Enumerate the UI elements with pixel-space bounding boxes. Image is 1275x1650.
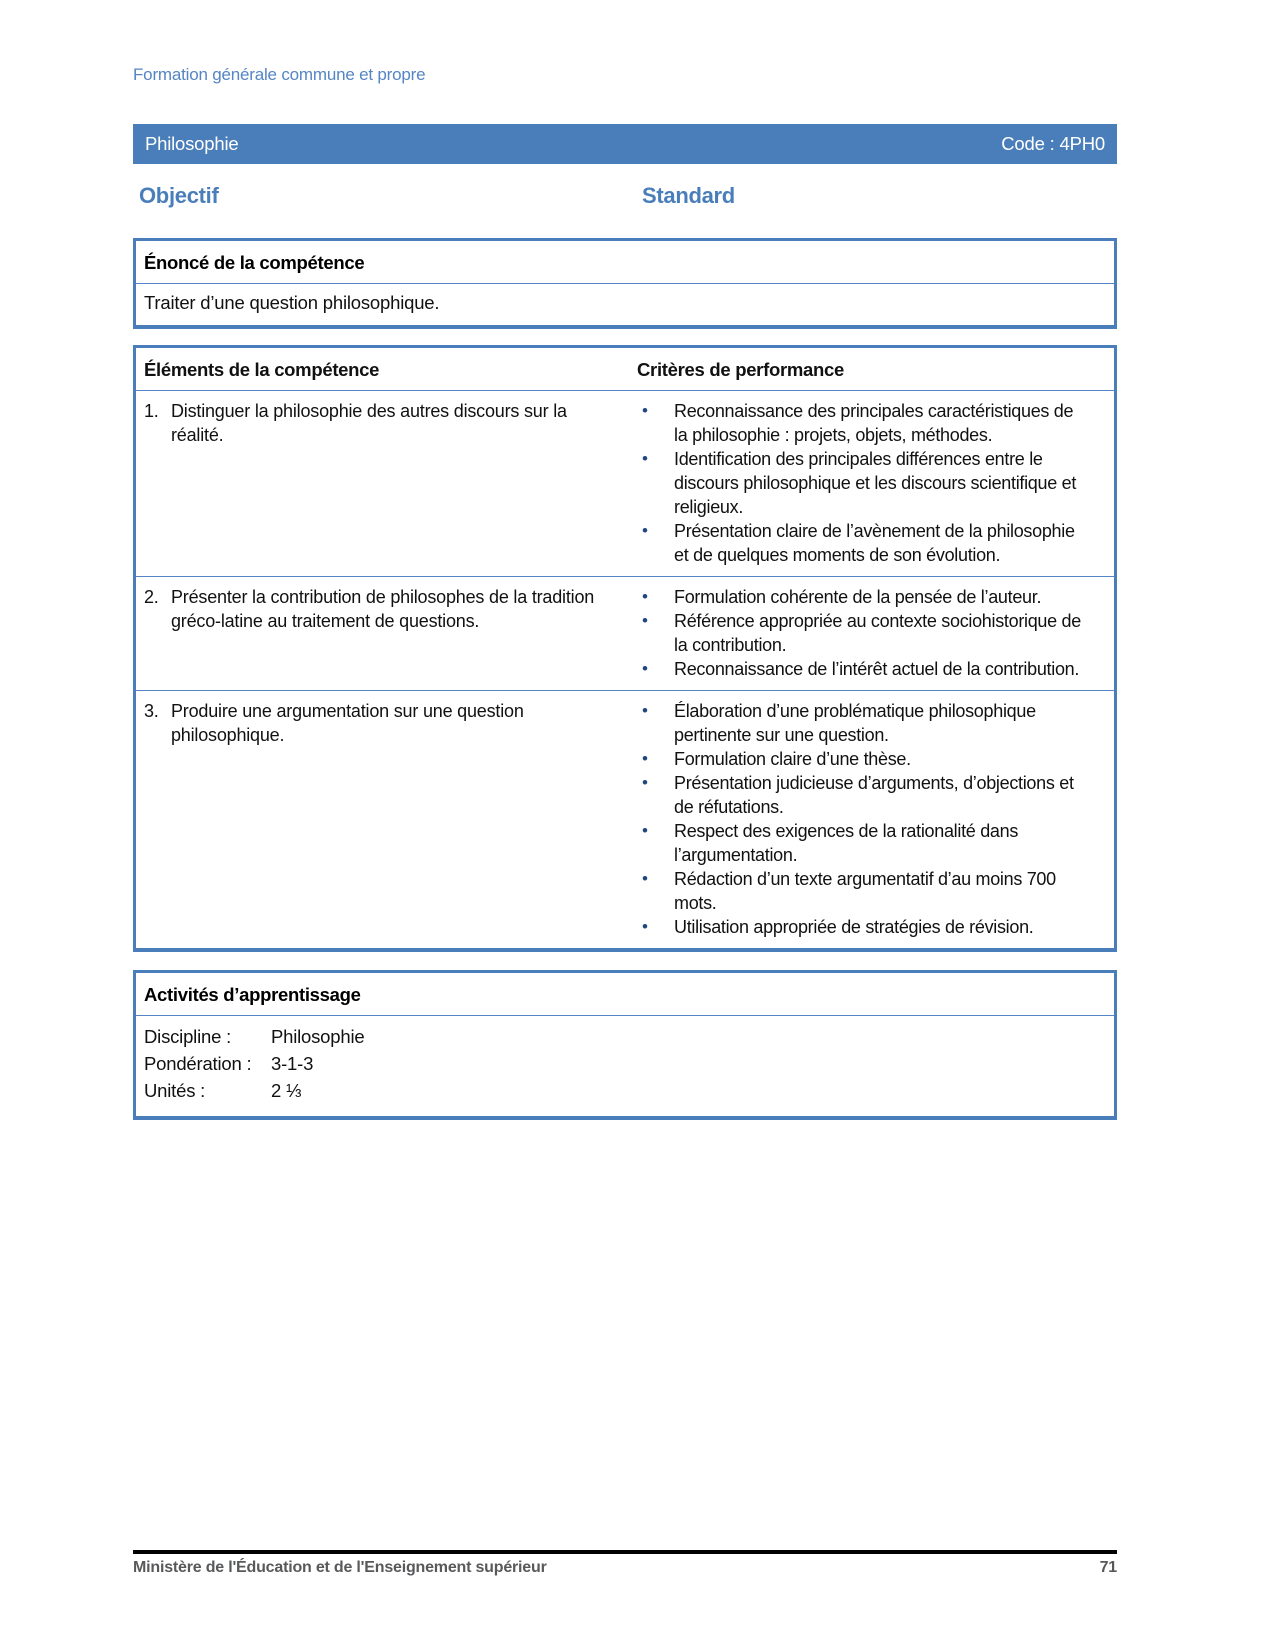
criterion-text: Rédaction d’un texte argumentatif d’au moins 700 mots. [674, 869, 1056, 913]
ponderation-label: Pondération : [144, 1053, 252, 1074]
criterion-text: Formulation claire d’une thèse. [674, 749, 911, 769]
element-number: 3. [144, 701, 159, 721]
bullet-icon: • [642, 587, 648, 606]
bullet-icon: • [642, 917, 648, 936]
discipline-value: Philosophie [271, 1026, 365, 1047]
element-number: 1. [144, 401, 159, 421]
bullet-icon: • [642, 749, 648, 768]
section-headings-row [133, 183, 1117, 213]
course-code: Code : 4PH0 [1001, 133, 1105, 154]
running-head-label: Formation générale commune et propre [133, 65, 426, 84]
criterion-item [637, 867, 1109, 915]
bullet-icon: • [642, 401, 648, 420]
table-row [136, 576, 1114, 690]
table-row [136, 690, 1114, 948]
criterion-item [637, 585, 1109, 609]
criteria-cell [637, 399, 1109, 567]
competence-table-header-row [136, 348, 1114, 391]
course-banner [133, 124, 1117, 164]
criteres-column-header: Critères de performance [637, 359, 844, 380]
bullet-icon: • [642, 821, 648, 840]
bullet-icon: • [642, 611, 648, 630]
standard-heading: Standard [642, 183, 735, 208]
criterion-item [637, 771, 1109, 819]
criterion-item [637, 747, 1109, 771]
activites-box-header: Activités d’apprentissage [136, 973, 1114, 1016]
bullet-icon: • [642, 521, 648, 540]
criterion-item [637, 399, 1109, 447]
criteria-cell [637, 699, 1109, 939]
bullet-icon: • [642, 449, 648, 468]
criterion-item [637, 699, 1109, 747]
enonce-box-body: Traiter d’une question philosophique. [144, 292, 440, 313]
element-text: Produire une argumentation sur une question philosophique. [171, 701, 524, 745]
ponderation-value: 3-1-3 [271, 1053, 314, 1074]
enonce-competence-box [133, 238, 1117, 329]
criterion-item [637, 519, 1109, 567]
page-footer [133, 1550, 1117, 1577]
element-cell [136, 399, 637, 567]
field-row-discipline [144, 1023, 1106, 1050]
criterion-item [637, 609, 1109, 657]
element-text: Distinguer la philosophie des autres discours sur la réalité. [171, 401, 567, 445]
enonce-box-header: Énoncé de la compétence [136, 241, 1114, 284]
criterion-item [637, 657, 1109, 681]
bullet-icon: • [642, 773, 648, 792]
element-number: 2. [144, 587, 159, 607]
criterion-text: Élaboration d’une problématique philosophique pertinente sur une question. [674, 701, 1036, 745]
running-head [133, 0, 1117, 86]
bullet-icon: • [642, 659, 648, 678]
criterion-text: Identification des principales différences entre le discours philosophique et les discours scientifique et religieux. [674, 449, 1077, 517]
discipline-label: Discipline : [144, 1026, 232, 1047]
activites-box-body [136, 1016, 1114, 1116]
element-cell [136, 585, 637, 681]
criterion-text: Référence appropriée au contexte sociohistorique de la contribution. [674, 611, 1081, 655]
criterion-text: Respect des exigences de la rationalité dans l’argumentation. [674, 821, 1019, 865]
bullet-icon: • [642, 869, 648, 888]
objectif-heading: Objectif [139, 183, 219, 208]
footer-ministry-text: Ministère de l'Éducation et de l'Enseignement supérieur [133, 1559, 547, 1576]
document-page [133, 0, 1117, 1120]
bullet-icon: • [642, 701, 648, 720]
criterion-text: Reconnaissance des principales caractéristiques de la philosophie : projets, objets, méthodes. [674, 401, 1074, 445]
competence-table [133, 345, 1117, 952]
footer-page-number: 71 [1099, 1559, 1117, 1576]
criterion-item [637, 915, 1109, 939]
field-row-ponderation [144, 1050, 1106, 1077]
table-row [136, 391, 1114, 576]
criterion-item [637, 447, 1109, 519]
criteria-cell [637, 585, 1109, 681]
element-text: Présenter la contribution de philosophes de la tradition gréco-latine au traitement de questions. [171, 587, 595, 631]
criterion-text: Reconnaissance de l’intérêt actuel de la contribution. [674, 659, 1080, 679]
element-cell [136, 699, 637, 939]
field-row-unites [144, 1077, 1106, 1104]
criterion-text: Formulation cohérente de la pensée de l’auteur. [674, 587, 1042, 607]
unites-value: 2 ⅓ [271, 1080, 302, 1101]
criterion-text: Présentation claire de l’avènement de la philosophie et de quelques moments de son évolution. [674, 521, 1075, 565]
criterion-text: Utilisation appropriée de stratégies de révision. [674, 917, 1034, 937]
course-title: Philosophie [145, 133, 239, 154]
activites-apprentissage-box [133, 970, 1117, 1120]
criterion-text: Présentation judicieuse d’arguments, d’objections et de réfutations. [674, 773, 1074, 817]
criterion-item [637, 819, 1109, 867]
unites-label: Unités : [144, 1080, 206, 1101]
elements-column-header: Éléments de la compétence [144, 359, 380, 380]
